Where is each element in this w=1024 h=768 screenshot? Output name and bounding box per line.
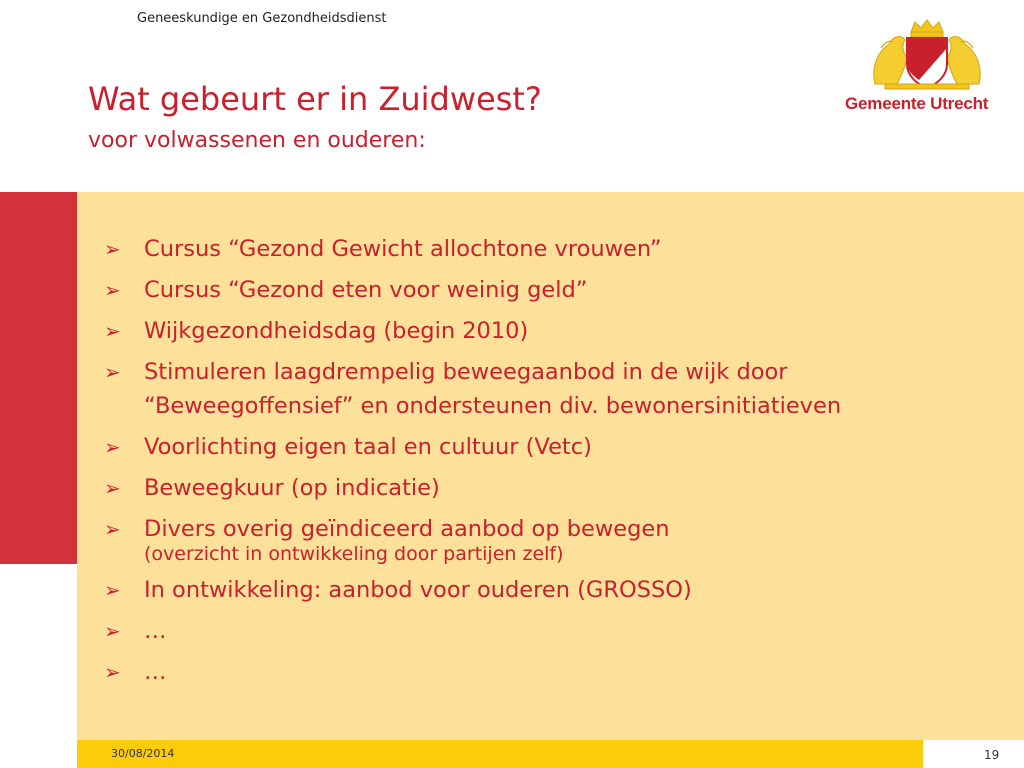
arrow-bullet-icon: ➢ [104, 360, 121, 384]
list-item [101, 573, 1011, 607]
logo-wordmark: Gemeente Utrecht [845, 94, 989, 113]
list-item [101, 355, 1011, 423]
list-item [101, 614, 1011, 648]
bullet-text: Stimuleren laagdrempelig beweegaanbod in de wijk door [144, 359, 788, 385]
arrow-bullet-icon: ➢ [104, 578, 121, 602]
bullet-text: Wijkgezondheidsdag (begin 2010) [144, 318, 529, 344]
bullet-text: In ontwikkeling: aanbod voor ouderen (GROSSO) [144, 577, 692, 603]
bullet-text: Beweegkuur (op indicatie) [144, 475, 440, 501]
list-item [101, 430, 1011, 464]
bullet-text: Cursus “Gezond eten voor weinig geld” [144, 277, 588, 303]
slide-title: Wat gebeurt er in Zuidwest? [88, 80, 542, 118]
arrow-bullet-icon: ➢ [104, 278, 121, 302]
side-accent-bar [0, 192, 77, 564]
slide-date: 30/08/2014 [111, 747, 175, 760]
footer-bar [77, 740, 923, 768]
list-item [101, 512, 1011, 566]
coat-of-arms-icon [867, 18, 987, 92]
list-item [101, 232, 1011, 266]
arrow-bullet-icon: ➢ [104, 435, 121, 459]
list-item [101, 655, 1011, 689]
list-item [101, 314, 1011, 348]
arrow-bullet-icon: ➢ [104, 476, 121, 500]
bullet-text: … [144, 618, 167, 644]
list-item [101, 273, 1011, 307]
bullet-text: Cursus “Gezond Gewicht allochtone vrouwen” [144, 236, 662, 262]
gemeente-utrecht-logo [845, 18, 1010, 122]
slide-subtitle: voor volwassenen en ouderen: [88, 128, 426, 153]
bullet-text: Divers overig geïndiceerd aanbod op bewegen [144, 516, 670, 542]
arrow-bullet-icon: ➢ [104, 619, 121, 643]
bullet-text: Voorlichting eigen taal en cultuur (Vetc) [144, 434, 592, 460]
arrow-bullet-icon: ➢ [104, 517, 121, 541]
arrow-bullet-icon: ➢ [104, 237, 121, 261]
page-number: 19 [984, 748, 1000, 762]
list-item [101, 471, 1011, 505]
bullet-list [101, 232, 1011, 696]
bullet-text: … [144, 659, 167, 685]
arrow-bullet-icon: ➢ [104, 319, 121, 343]
bullet-text-continued: “Beweegoffensief” en ondersteunen div. bewonersinitiatieven [144, 393, 842, 419]
department-name: Geneeskundige en Gezondheidsdienst [137, 11, 387, 26]
bullet-subtext: (overzicht in ontwikkeling door partijen zelf) [144, 543, 564, 565]
arrow-bullet-icon: ➢ [104, 660, 121, 684]
